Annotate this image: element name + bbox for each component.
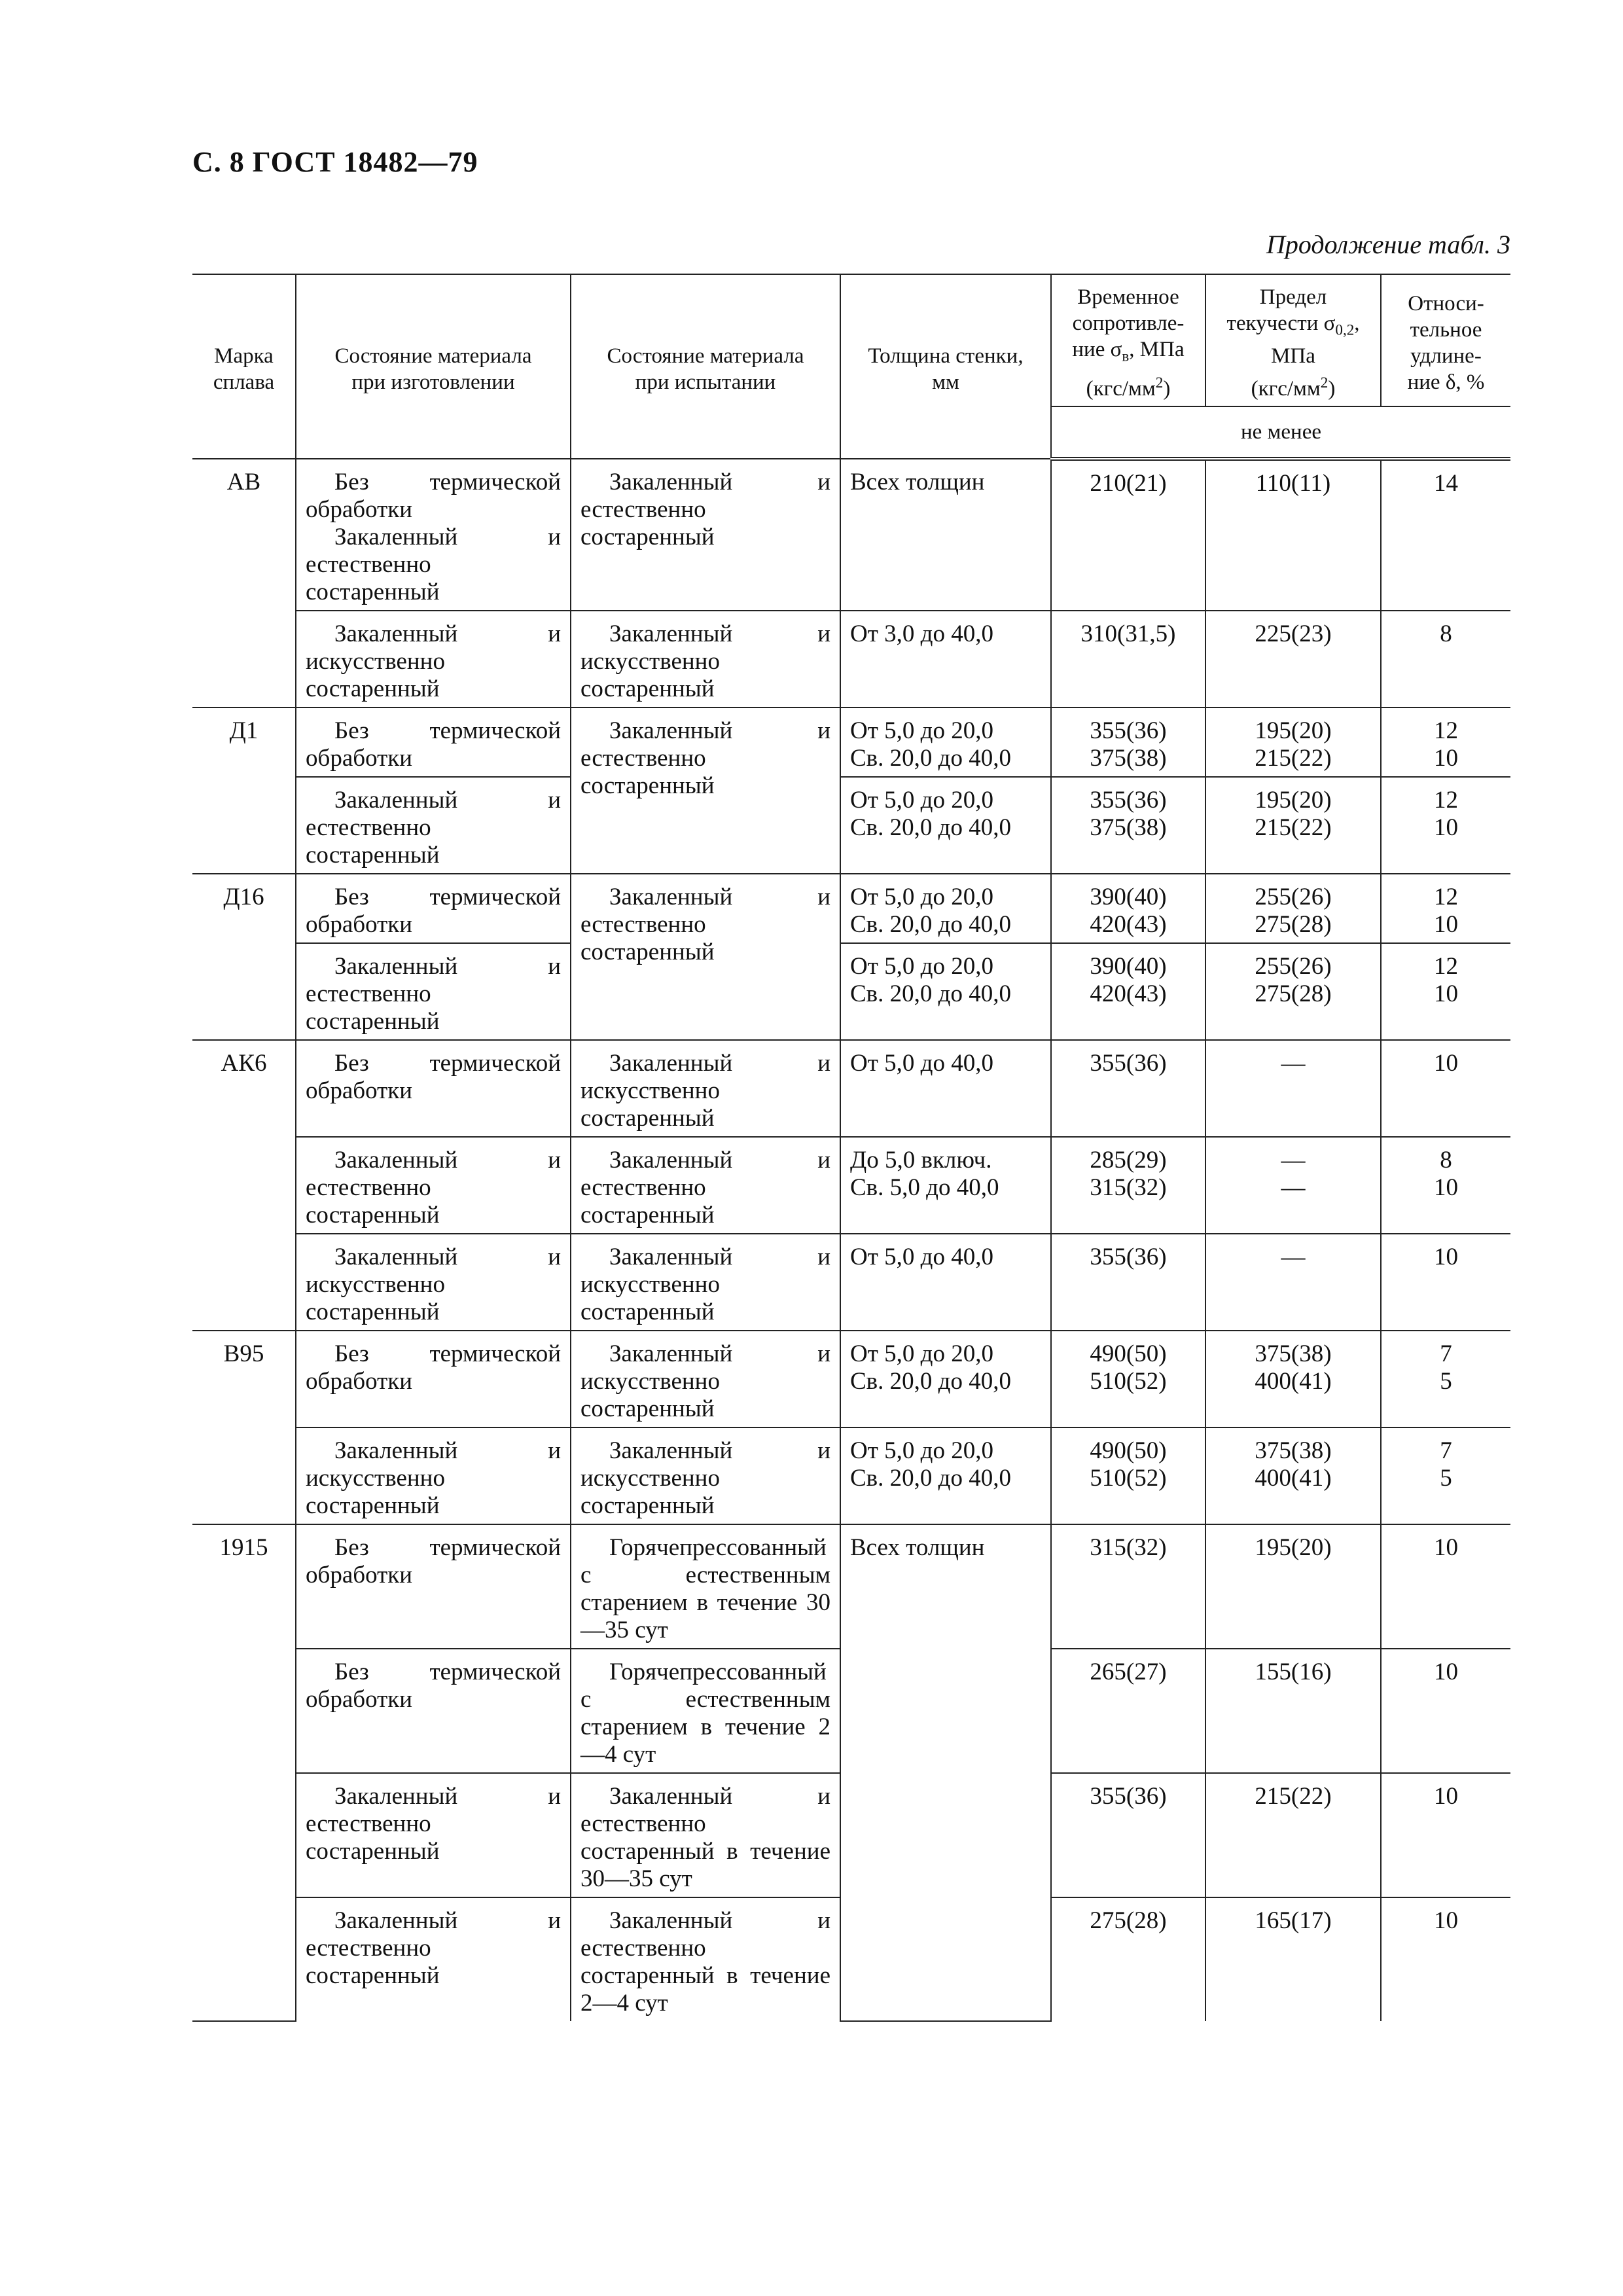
test-state-cell-text: Горячепрессованный с естественным старением в течение 2—4 сут: [580, 1658, 830, 1768]
manufacture-state-cell-text: Закаленный и естественно состаренный: [306, 786, 561, 869]
table-row: [192, 1137, 1510, 1234]
manufacture-state-cell: [296, 1137, 571, 1234]
test-state-cell-text: Закаленный и искусственно состаренный: [580, 1340, 830, 1422]
header-state-manufacture: Состояние материала при изготовлении: [296, 274, 571, 459]
tensile-strength-cell: [1051, 777, 1205, 874]
wall-thickness-cell-text: От 5,0 до 20,0: [850, 1340, 993, 1367]
yield-strength-cell: [1205, 1649, 1381, 1773]
test-state-cell: [571, 611, 840, 708]
yield-strength-cell: [1205, 459, 1381, 611]
header-wall-thickness: Толщина стенки, мм: [840, 274, 1051, 459]
manufacture-state-cell: [296, 1524, 571, 1649]
manufacture-state-cell: [296, 1331, 571, 1427]
elongation-cell-text: 10: [1434, 814, 1458, 841]
alloy-grade-cell: [192, 708, 296, 874]
elongation-cell-text: 14: [1434, 469, 1458, 497]
tensile-strength-cell: [1051, 1897, 1205, 2021]
elongation-cell-text: 5: [1440, 1367, 1452, 1395]
test-state-cell-text: Закаленный и естественно состаренный в течение 2—4 сут: [580, 1907, 830, 2017]
elongation-cell-text: 12: [1434, 717, 1458, 744]
table-row: [192, 459, 1510, 611]
elongation-cell-text: 7: [1440, 1340, 1452, 1367]
table-row: [192, 1234, 1510, 1331]
table-row: [192, 611, 1510, 708]
manufacture-state-cell: [296, 874, 571, 943]
manufacture-state-cell: [296, 1897, 571, 2021]
test-state-cell: [571, 1773, 840, 1897]
wall-thickness-cell: [840, 943, 1051, 1040]
manufacture-state-cell-text: Без термической обработки: [306, 1049, 561, 1104]
yield-strength-cell: [1205, 1897, 1381, 2021]
elongation-cell: [1381, 1331, 1510, 1427]
wall-thickness-cell: [840, 611, 1051, 708]
elongation-cell-text: 10: [1434, 1782, 1458, 1810]
wall-thickness-cell-text: До 5,0 включ.: [850, 1146, 992, 1174]
alloy-grade-cell-text: Д1: [229, 717, 259, 744]
wall-thickness-cell-text: Св. 20,0 до 40,0: [850, 980, 1011, 1007]
elongation-cell-text: 10: [1434, 744, 1458, 772]
wall-thickness-cell-text: Св. 20,0 до 40,0: [850, 910, 1011, 938]
yield-strength-cell-text: 195(20): [1255, 1534, 1332, 1561]
table-row: [192, 1524, 1510, 1649]
mechanical-properties-table: [192, 274, 1510, 2022]
yield-strength-cell-text: 400(41): [1255, 1367, 1332, 1395]
wall-thickness-cell: [840, 708, 1051, 777]
alloy-grade-cell: [192, 459, 296, 708]
yield-strength-cell: [1205, 777, 1381, 874]
table-row: [192, 708, 1510, 777]
yield-strength-cell-text: 255(26): [1255, 883, 1332, 910]
elongation-cell-text: 8: [1440, 620, 1452, 647]
tensile-strength-cell: [1051, 943, 1205, 1040]
alloy-grade-cell: [192, 1331, 296, 1524]
tensile-strength-cell-text: 510(52): [1090, 1464, 1167, 1492]
yield-strength-cell-text: —: [1281, 1146, 1306, 1174]
header-not-less: не менее: [1051, 406, 1510, 459]
tensile-strength-cell: [1051, 708, 1205, 777]
manufacture-state-cell-text: Без термической обработки: [306, 1534, 561, 1588]
test-state-cell-text: Закаленный и искусственно состаренный: [580, 620, 830, 702]
yield-strength-cell: [1205, 708, 1381, 777]
wall-thickness-cell: [840, 874, 1051, 943]
yield-strength-cell-text: 215(22): [1255, 744, 1332, 772]
elongation-cell: [1381, 1040, 1510, 1137]
wall-thickness-cell-text: От 5,0 до 20,0: [850, 883, 993, 910]
test-state-cell: [571, 1427, 840, 1524]
tensile-strength-cell-text: 375(38): [1090, 814, 1167, 841]
test-state-cell-text: Закаленный и естественно состаренный в течение 30—35 сут: [580, 1782, 830, 1892]
wall-thickness-cell: [840, 1040, 1051, 1137]
tensile-strength-cell: [1051, 1331, 1205, 1427]
manufacture-state-cell: [296, 1773, 571, 1897]
tensile-strength-cell-text: 275(28): [1090, 1907, 1167, 1934]
yield-strength-cell-text: 275(28): [1255, 910, 1332, 938]
header-tensile-strength: Временное сопротивле- ние $\sigma_в$, МПа $(кгс/мм^2)$: [1051, 274, 1205, 406]
yield-strength-cell-text: 275(28): [1255, 980, 1332, 1007]
elongation-cell-text: 8: [1440, 1146, 1452, 1174]
test-state-cell-text: Закаленный и естественно состаренный: [580, 717, 830, 799]
wall-thickness-cell-text: От 5,0 до 20,0: [850, 717, 993, 744]
wall-thickness-cell-text: От 5,0 до 40,0: [850, 1243, 993, 1270]
tensile-strength-cell: [1051, 1234, 1205, 1331]
table-row: [192, 1427, 1510, 1524]
yield-strength-cell-text: 215(22): [1255, 814, 1332, 841]
tensile-strength-cell-text: 355(36): [1090, 1782, 1167, 1810]
test-state-cell: [571, 1649, 840, 1773]
elongation-cell-text: 12: [1434, 952, 1458, 980]
tensile-strength-cell-text: 285(29): [1090, 1146, 1167, 1174]
manufacture-state-cell: [296, 459, 571, 611]
wall-thickness-cell-text: Всех толщин: [850, 1534, 985, 1561]
wall-thickness-cell-text: От 5,0 до 20,0: [850, 952, 993, 980]
table-row: [192, 1040, 1510, 1137]
manufacture-state-cell-text: Закаленный и искусственно состаренный: [306, 1437, 561, 1519]
header-yield-strength: Предел текучести $\sigma_{0,2}$, МПа $(кгс/мм^2)$: [1205, 274, 1381, 406]
tensile-strength-cell-text: 315(32): [1090, 1534, 1167, 1561]
tensile-strength-cell-text: 265(27): [1090, 1658, 1167, 1685]
tensile-strength-cell: [1051, 1040, 1205, 1137]
wall-thickness-cell-text: От 5,0 до 40,0: [850, 1049, 993, 1077]
manufacture-state-cell-text: Закаленный и естественно состаренный: [306, 1782, 561, 1865]
tensile-strength-cell: [1051, 611, 1205, 708]
elongation-cell-text: 10: [1434, 910, 1458, 938]
test-state-cell-text: Закаленный и естественно состаренный: [580, 1146, 830, 1229]
elongation-cell: [1381, 708, 1510, 777]
wall-thickness-cell-text: От 5,0 до 20,0: [850, 786, 993, 814]
yield-strength-cell-text: —: [1281, 1174, 1306, 1201]
elongation-cell-text: 10: [1434, 1534, 1458, 1561]
yield-strength-cell-text: 195(20): [1255, 786, 1332, 814]
yield-strength-cell: [1205, 1234, 1381, 1331]
tensile-strength-cell-text: 315(32): [1090, 1174, 1167, 1201]
yield-strength-cell-text: —: [1281, 1049, 1306, 1077]
wall-thickness-cell-text: Св. 20,0 до 40,0: [850, 814, 1011, 841]
table-row: [192, 777, 1510, 874]
yield-strength-cell: [1205, 1331, 1381, 1427]
test-state-cell: [571, 1331, 840, 1427]
elongation-cell: [1381, 943, 1510, 1040]
table-row: [192, 943, 1510, 1040]
tensile-strength-cell-text: 490(50): [1090, 1340, 1167, 1367]
tensile-strength-cell-text: 310(31,5): [1080, 620, 1176, 647]
yield-strength-cell-text: 215(22): [1255, 1782, 1332, 1810]
test-state-cell-text: Закаленный и естественно состаренный: [580, 468, 830, 550]
alloy-grade-cell-text: Д16: [223, 883, 264, 910]
yield-strength-cell: [1205, 1040, 1381, 1137]
manufacture-state-cell-text: Закаленный и естественно состаренный: [306, 1907, 561, 1989]
wall-thickness-cell-text: Св. 20,0 до 40,0: [850, 744, 1011, 772]
wall-thickness-cell: [840, 777, 1051, 874]
test-state-cell: [571, 1897, 840, 2021]
wall-thickness-cell: [840, 1137, 1051, 1234]
yield-strength-cell-text: 255(26): [1255, 952, 1332, 980]
tensile-strength-cell-text: 375(38): [1090, 744, 1167, 772]
tensile-strength-cell: [1051, 1427, 1205, 1524]
tensile-strength-cell: [1051, 1649, 1205, 1773]
test-state-cell: [571, 459, 840, 611]
manufacture-state-cell-text: Без термической обработки: [306, 1340, 561, 1395]
table-row: [192, 1331, 1510, 1427]
manufacture-state-cell: [296, 1234, 571, 1331]
elongation-cell: [1381, 1137, 1510, 1234]
tensile-strength-cell-text: 510(52): [1090, 1367, 1167, 1395]
manufacture-state-cell: [296, 1427, 571, 1524]
wall-thickness-cell-text: Св. 20,0 до 40,0: [850, 1367, 1011, 1395]
manufacture-state-cell: [296, 1649, 571, 1773]
tensile-strength-cell-text: 420(43): [1090, 910, 1167, 938]
test-state-cell: [571, 1234, 840, 1331]
alloy-grade-cell-text: АК6: [221, 1049, 267, 1077]
tensile-strength-cell-text: 420(43): [1090, 980, 1167, 1007]
alloy-grade-cell-text: В95: [223, 1340, 264, 1367]
manufacture-state-cell-text: Без термической обработки: [306, 717, 561, 772]
manufacture-state-cell-text: Без термической обработки: [306, 1658, 561, 1713]
manufacture-state-cell: [296, 708, 571, 777]
manufacture-state-cell: [296, 943, 571, 1040]
elongation-cell: [1381, 1234, 1510, 1331]
elongation-cell-text: 12: [1434, 786, 1458, 814]
test-state-cell: [571, 708, 840, 874]
elongation-cell-text: 7: [1440, 1437, 1452, 1464]
test-state-cell-text: Закаленный и искусственно состаренный: [580, 1437, 830, 1519]
alloy-grade-cell: [192, 1524, 296, 2021]
tensile-strength-cell: [1051, 1773, 1205, 1897]
manufacture-state-cell-text: Закаленный и искусственно состаренный: [306, 1243, 561, 1325]
tensile-strength-cell-text: 490(50): [1090, 1437, 1167, 1464]
elongation-cell-text: 5: [1440, 1464, 1452, 1492]
test-state-cell: [571, 1040, 840, 1137]
page-header: С. 8 ГОСТ 18482—79: [192, 146, 478, 178]
tensile-strength-cell-text: 355(36): [1090, 717, 1167, 744]
elongation-cell: [1381, 1427, 1510, 1524]
yield-strength-cell-text: 110(11): [1255, 469, 1331, 497]
tensile-strength-cell-text: 355(36): [1090, 786, 1167, 814]
manufacture-state-cell-text: Без термической обработки: [306, 883, 561, 938]
manufacture-state-cell-text: Закаленный и искусственно состаренный: [306, 620, 561, 702]
elongation-cell: [1381, 611, 1510, 708]
tensile-strength-cell: [1051, 1137, 1205, 1234]
tensile-strength-cell-text: 390(40): [1090, 883, 1167, 910]
manufacture-state-cell-text: Закаленный и естественно состаренный: [306, 523, 561, 605]
header-alloy-grade: Марка сплава: [192, 274, 296, 459]
elongation-cell: [1381, 459, 1510, 611]
elongation-cell: [1381, 1649, 1510, 1773]
wall-thickness-cell: [840, 1331, 1051, 1427]
yield-strength-cell-text: 195(20): [1255, 717, 1332, 744]
tensile-strength-cell: [1051, 459, 1205, 611]
yield-strength-cell: [1205, 1773, 1381, 1897]
manufacture-state-cell: [296, 611, 571, 708]
wall-thickness-cell-text: От 3,0 до 40,0: [850, 620, 993, 647]
manufacture-state-cell-text: Без термической обработки: [306, 468, 561, 523]
elongation-cell-text: 12: [1434, 883, 1458, 910]
yield-strength-cell: [1205, 1137, 1381, 1234]
elongation-cell: [1381, 1524, 1510, 1649]
header-elongation: Относи- тельное удлине- ние δ, %: [1381, 274, 1510, 406]
tensile-strength-cell: [1051, 874, 1205, 943]
yield-strength-cell: [1205, 874, 1381, 943]
test-state-cell: [571, 1524, 840, 1649]
header-state-test: Состояние материала при испытании: [571, 274, 840, 459]
tensile-strength-cell: [1051, 1524, 1205, 1649]
yield-strength-cell-text: —: [1281, 1243, 1306, 1270]
wall-thickness-cell: [840, 1234, 1051, 1331]
elongation-cell-text: 10: [1434, 1049, 1458, 1077]
test-state-cell-text: Закаленный и естественно состаренный: [580, 883, 830, 965]
elongation-cell: [1381, 1897, 1510, 2021]
elongation-cell-text: 10: [1434, 1243, 1458, 1270]
table-row: [192, 874, 1510, 943]
yield-strength-cell-text: 165(17): [1255, 1907, 1332, 1934]
alloy-grade-cell: [192, 874, 296, 1040]
yield-strength-cell: [1205, 943, 1381, 1040]
tensile-strength-cell-text: 355(36): [1090, 1049, 1167, 1077]
yield-strength-cell: [1205, 611, 1381, 708]
wall-thickness-cell-text: От 5,0 до 20,0: [850, 1437, 993, 1464]
wall-thickness-cell: [840, 1427, 1051, 1524]
yield-strength-cell: [1205, 1427, 1381, 1524]
elongation-cell: [1381, 874, 1510, 943]
alloy-grade-cell: [192, 1040, 296, 1331]
test-state-cell-text: Закаленный и искусственно состаренный: [580, 1049, 830, 1132]
manufacture-state-cell: [296, 1040, 571, 1137]
wall-thickness-cell: [840, 459, 1051, 611]
elongation-cell-text: 10: [1434, 980, 1458, 1007]
tensile-strength-cell-text: 390(40): [1090, 952, 1167, 980]
table-continuation-label: Продолжение табл. 3: [1266, 230, 1510, 259]
wall-thickness-cell-text: Всех толщин: [850, 468, 985, 495]
elongation-cell-text: 10: [1434, 1907, 1458, 1934]
manufacture-state-cell-text: Закаленный и естественно состаренный: [306, 1146, 561, 1229]
tensile-strength-cell-text: 355(36): [1090, 1243, 1167, 1270]
yield-strength-cell-text: 375(38): [1255, 1437, 1332, 1464]
test-state-cell: [571, 874, 840, 1040]
manufacture-state-cell: [296, 777, 571, 874]
manufacture-state-cell-text: Закаленный и естественно состаренный: [306, 952, 561, 1035]
wall-thickness-cell: [840, 1524, 1051, 2021]
test-state-cell: [571, 1137, 840, 1234]
wall-thickness-cell-text: Св. 5,0 до 40,0: [850, 1174, 999, 1201]
alloy-grade-cell-text: 1915: [219, 1534, 268, 1561]
elongation-cell: [1381, 777, 1510, 874]
alloy-grade-cell-text: АВ: [226, 468, 261, 495]
yield-strength-cell-text: 375(38): [1255, 1340, 1332, 1367]
tensile-strength-cell-text: 210(21): [1090, 469, 1167, 497]
wall-thickness-cell-text: Св. 20,0 до 40,0: [850, 1464, 1011, 1492]
yield-strength-cell-text: 400(41): [1255, 1464, 1332, 1492]
yield-strength-cell-text: 155(16): [1255, 1658, 1332, 1685]
elongation-cell-text: 10: [1434, 1174, 1458, 1201]
test-state-cell-text: Закаленный и искусственно состаренный: [580, 1243, 830, 1325]
yield-strength-cell-text: 225(23): [1255, 620, 1332, 647]
test-state-cell-text: Горячепрессованный с естественным старением в течение 30—35 сут: [580, 1534, 830, 1643]
elongation-cell: [1381, 1773, 1510, 1897]
elongation-cell-text: 10: [1434, 1658, 1458, 1685]
yield-strength-cell: [1205, 1524, 1381, 1649]
